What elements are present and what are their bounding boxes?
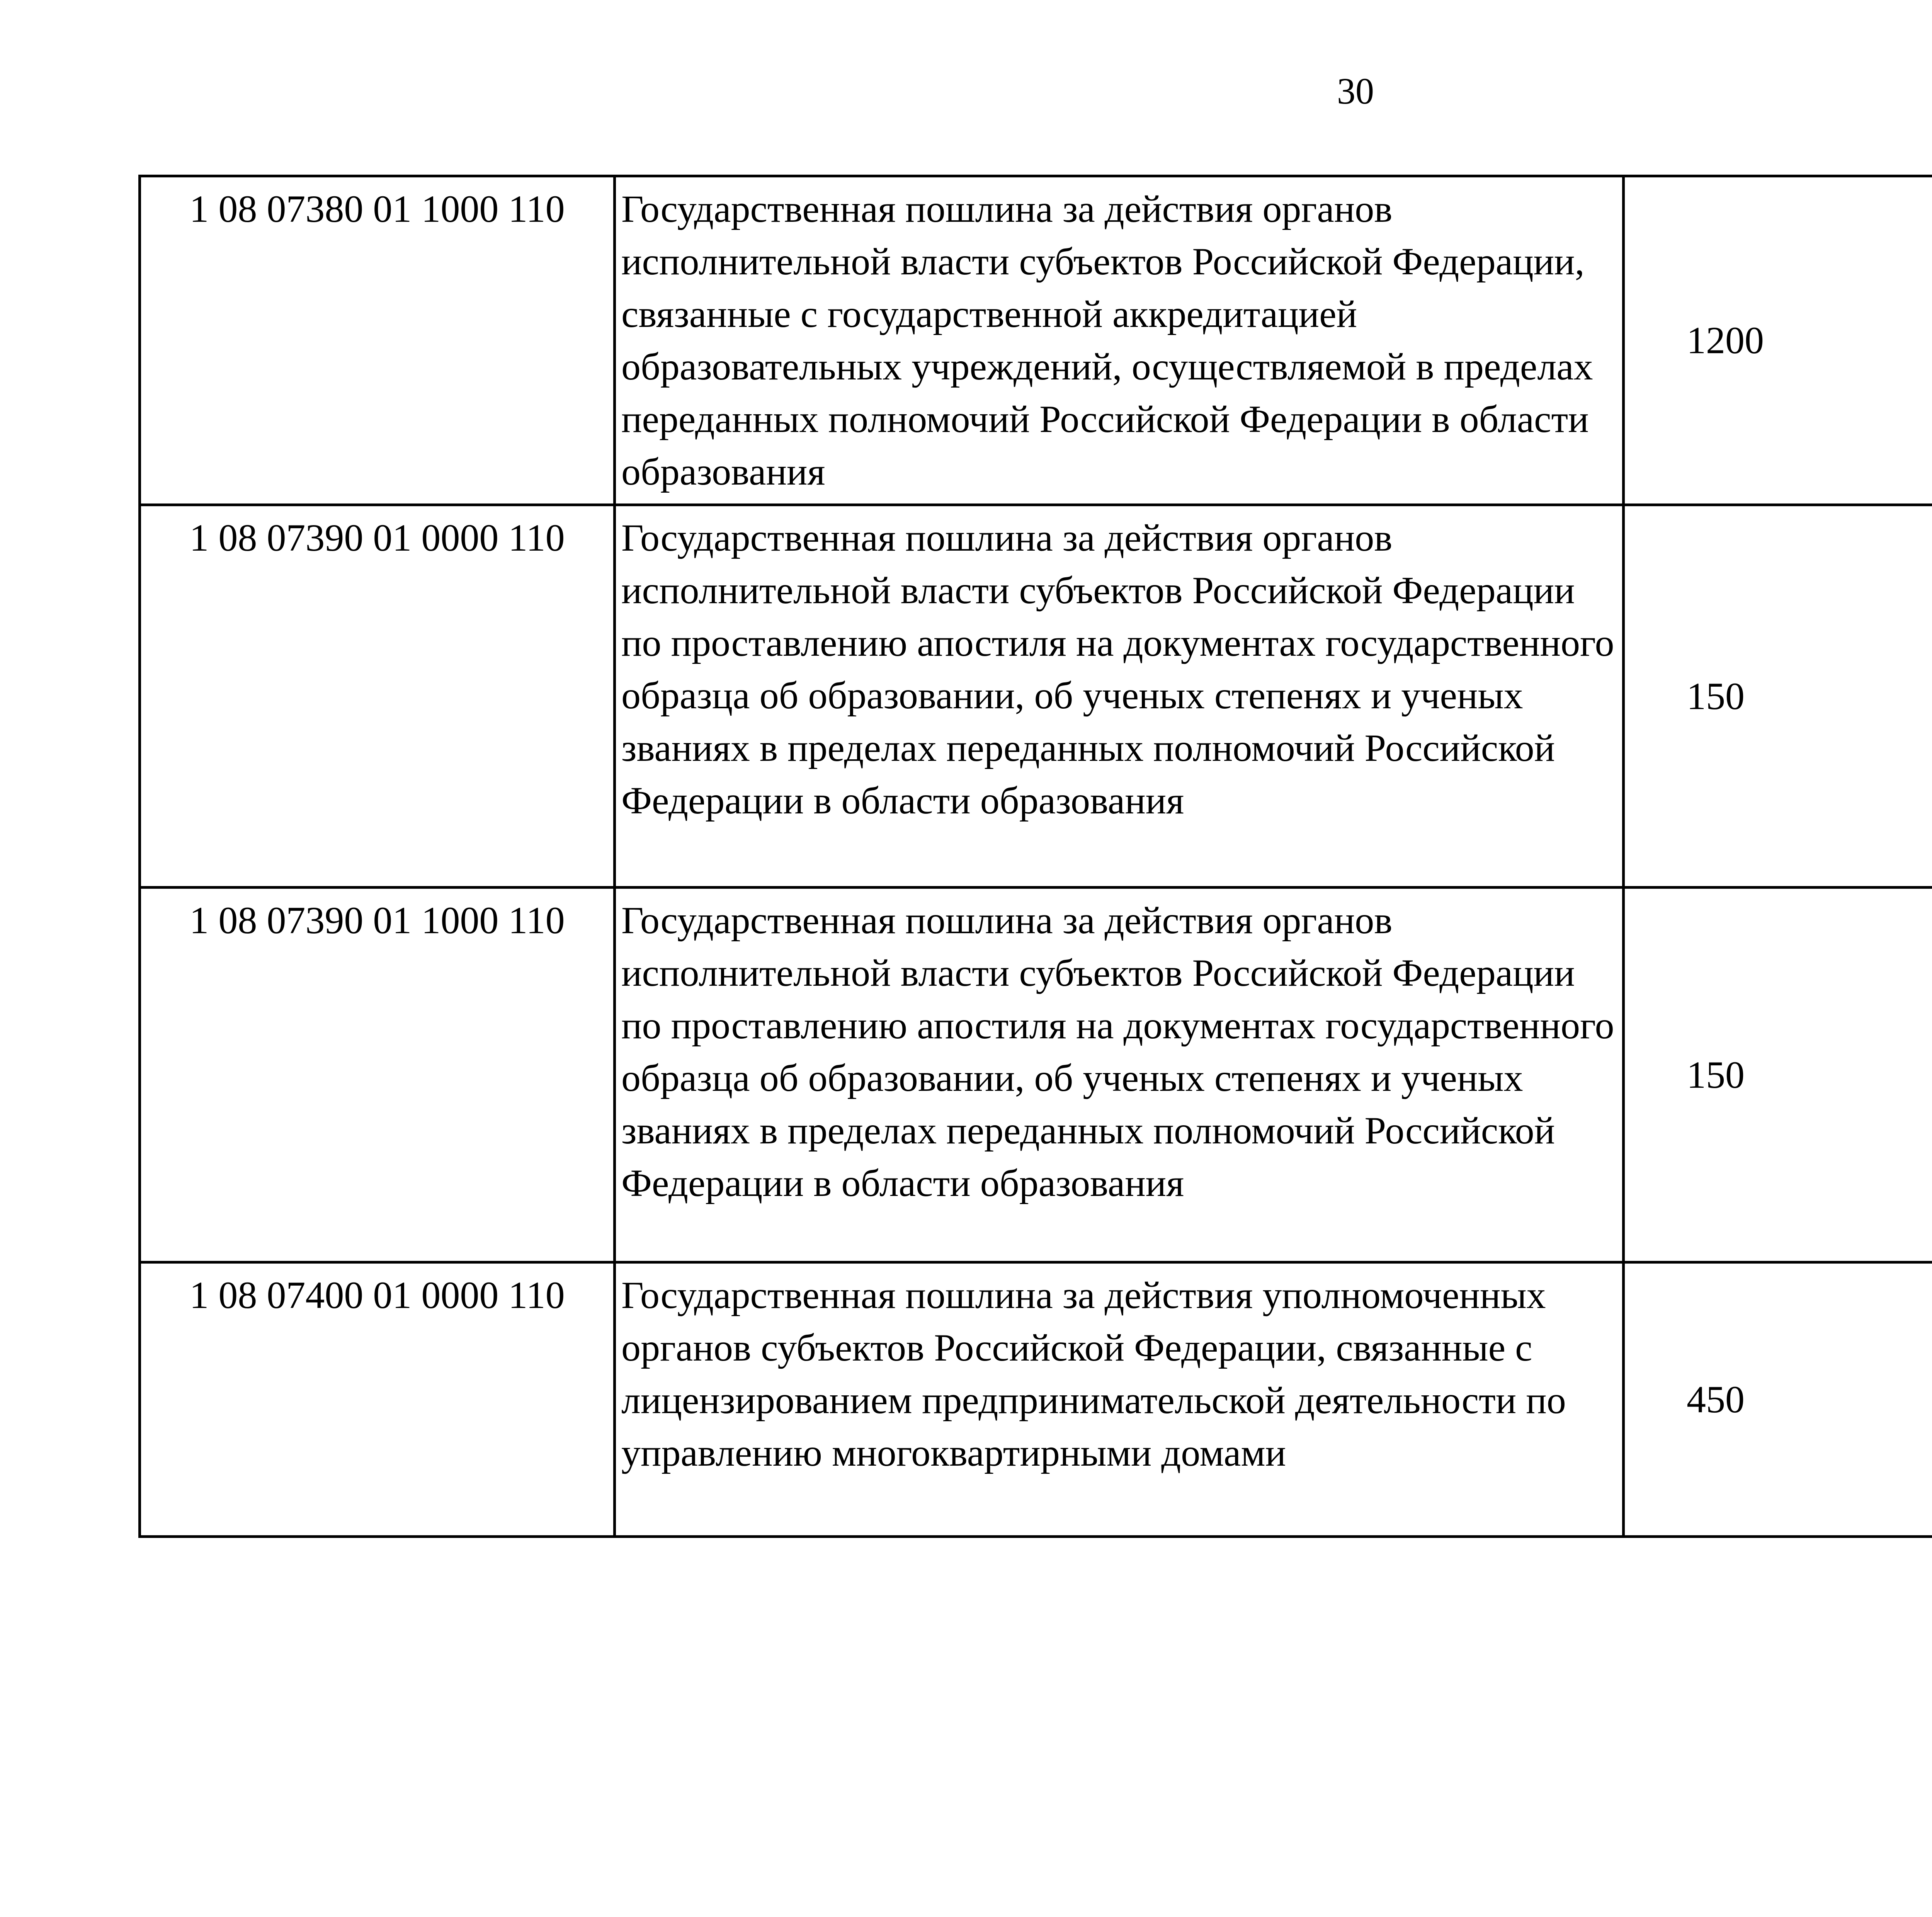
budget-classification-code: 1 08 07390 01 0000 110 [140,505,615,888]
budget-classification-code: 1 08 07400 01 0000 110 [140,1262,615,1537]
table-row [140,1262,1932,1537]
table-row [140,505,1932,888]
revenue-description: Государственная пошлина за действия органов исполнительной власти субъектов Российской Федерации по проставлению апостиля на документах государственного образца об образовании, об ученых степенях и ученых званиях в пределах переданных полномочий Российской Федерации в области образования [615,505,1624,888]
revenue-description: Государственная пошлина за действия органов исполнительной власти субъектов Российской Федерации, связанные с государственной аккредитацией образовательных учреждений, осуществляемой в пределах переданных полномочий Российской Федерации в области образования [615,176,1624,505]
amount-year-1: 450 [1624,1262,1932,1537]
revenue-table [138,175,1932,1538]
budget-classification-code: 1 08 07380 01 1000 110 [140,176,615,505]
table-row [140,888,1932,1262]
amount-year-1: 1200 [1624,176,1932,505]
table-row [140,176,1932,505]
amount-year-1: 150 [1624,505,1932,888]
revenue-description: Государственная пошлина за действия уполномоченных органов субъектов Российской Федерации, связанные с лицензированием предпринимательской деятельности по управлению многоквартирными домами [615,1262,1624,1537]
revenue-description: Государственная пошлина за действия органов исполнительной власти субъектов Российской Федерации по проставлению апостиля на документах государственного образца об образовании, об ученых степенях и ученых званиях в пределах переданных полномочий Российской Федерации в области образования [615,888,1624,1262]
page-number: 30 [1337,70,1374,112]
budget-classification-code: 1 08 07390 01 1000 110 [140,888,615,1262]
amount-year-1: 150 [1624,888,1932,1262]
